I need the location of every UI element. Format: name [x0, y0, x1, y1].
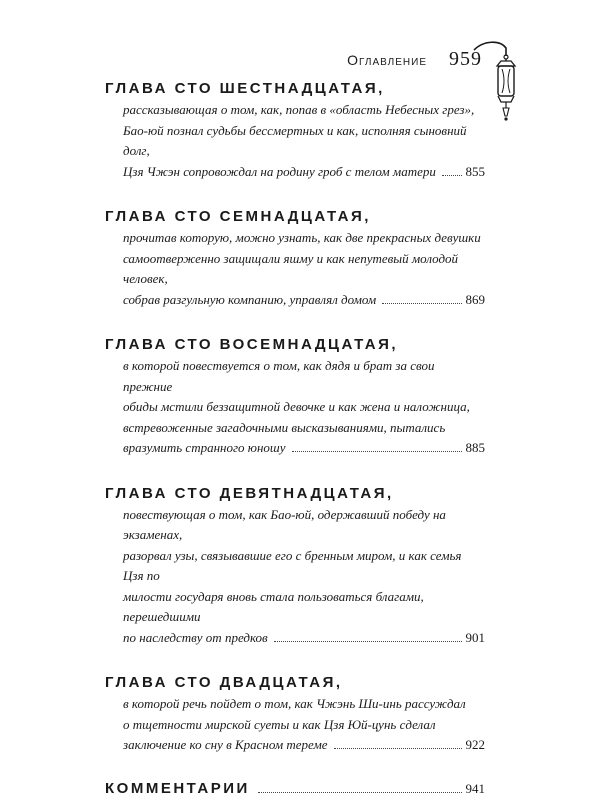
description-line: Бао-юй познал судьбы бессмертных и как, исполняя сыновний долг,	[123, 122, 467, 158]
dot-leader	[382, 303, 461, 304]
chapter-title: ГЛАВА СТО ШЕСТНАДЦАТАЯ,	[105, 80, 385, 97]
description-line: Цзя Чжэн сопровождал на родину гроб с телом матери	[123, 163, 436, 179]
entry-page-number: 901	[465, 629, 485, 645]
description-line: встревоженные загадочными высказываниями, пытались	[123, 419, 446, 435]
description-line: милости государя вновь стала пользоваться благами, перешедшими	[123, 588, 424, 624]
description-line: в которой речь пойдет о том, как Чжэнь Ши-инь рассуждал	[123, 696, 466, 711]
description-line: по наследству от предков	[123, 629, 268, 645]
table-of-contents	[105, 78, 485, 797]
toc-entry-chapter-118[interactable]	[105, 334, 485, 459]
chapter-description	[123, 694, 485, 756]
chapter-description	[123, 505, 485, 649]
description-line: в которой повествуется о том, как дядя и брат за свои прежние	[123, 358, 435, 394]
entry-page-number: 855	[465, 163, 485, 179]
chapter-title: ГЛАВА СТО СЕМНАДЦАТАЯ,	[105, 208, 371, 225]
running-title: Оглавление	[347, 52, 427, 68]
chapter-title: ГЛАВА СТО ДЕВЯТНАДЦАТАЯ,	[105, 484, 394, 502]
description-line: вразумить странного юношу	[123, 440, 286, 455]
page-number: 959	[449, 48, 482, 70]
dot-leader	[442, 175, 462, 176]
chapter-description	[123, 228, 485, 310]
description-line: собрав разгульную компанию, управлял домом	[123, 291, 377, 307]
description-line: о тщетности мирской суеты и как Цзя Юй-цунь сделал	[123, 716, 436, 732]
description-line: заключение ко сну в Красном тереме	[123, 737, 328, 752]
entry-page-number: 941	[465, 780, 485, 796]
description-line: рассказывающая о том, как, попав в «область Небесных грез»,	[123, 102, 475, 117]
dot-leader	[334, 748, 462, 749]
chapter-title: ГЛАВА СТО ДВАДЦАТАЯ,	[105, 674, 343, 691]
toc-entry-chapter-119[interactable]	[105, 483, 485, 649]
description-line: разорвал узы, связывавшие его с бренным миром, и как семья Цзя по	[123, 547, 462, 583]
description-last-line	[123, 438, 485, 459]
description-line: обиды мстили беззащитной девочке и как жена и наложница,	[123, 399, 470, 414]
dot-leader	[292, 451, 462, 452]
toc-entry-chapter-120[interactable]	[105, 672, 485, 756]
toc-entry-chapter-117[interactable]	[105, 206, 485, 310]
description-last-line	[123, 290, 485, 311]
description-line: самоотверженно защищали яшму и как непутевый молодой человек,	[123, 250, 459, 286]
description-line: прочитав которую, можно узнать, как две прекрасных девушки	[123, 230, 481, 245]
description-line: повествующая о том, как Бао-юй, одержавший победу на экзаменах,	[123, 506, 446, 542]
toc-entry-chapter-116[interactable]	[105, 78, 485, 182]
toc-entry-comments[interactable]	[105, 780, 485, 797]
entry-page-number: 869	[465, 291, 485, 307]
chapter-description	[123, 356, 485, 459]
chapter-description	[123, 100, 485, 182]
comments-title: КОММЕНТАРИИ	[105, 779, 250, 797]
dot-leader	[274, 641, 462, 642]
description-last-line	[123, 162, 485, 183]
entry-page-number: 885	[465, 440, 485, 455]
dot-leader	[258, 792, 462, 793]
description-last-line	[123, 628, 485, 649]
description-last-line	[123, 735, 485, 756]
chapter-title: ГЛАВА СТО ВОСЕМНАДЦАТАЯ,	[105, 336, 399, 353]
entry-page-number: 922	[465, 737, 485, 752]
